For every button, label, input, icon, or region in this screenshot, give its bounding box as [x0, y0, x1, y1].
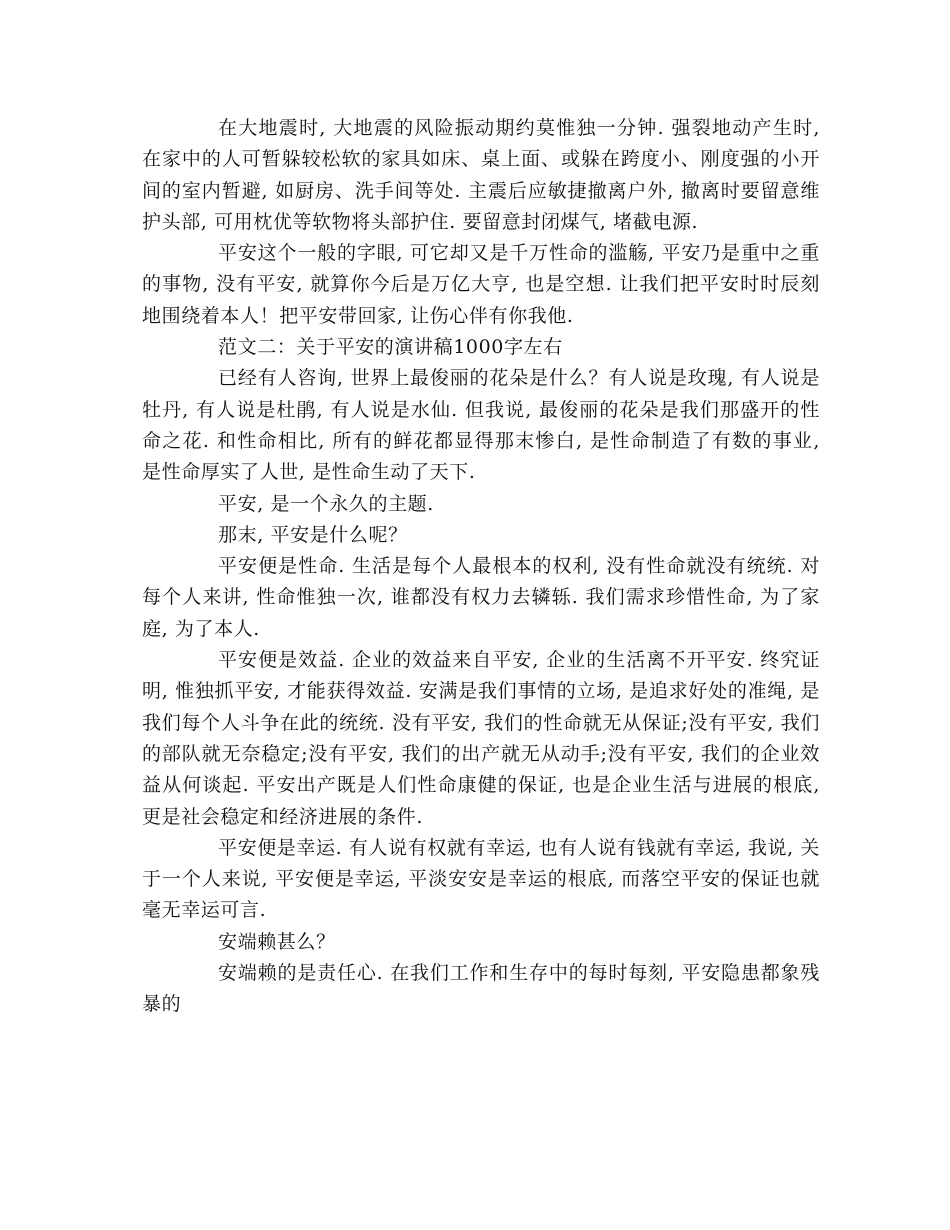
paragraph-depends-question: 安端赖甚么？ — [218, 930, 336, 953]
paragraph-question: 那末, 平安是什么呢？ — [218, 523, 408, 546]
paragraph-earthquake: 在大地震时, 大地震的风险振动期约莫惟独一分钟. 强裂地动产生时, 在家中的人可暂躲较松软的家具如床、桌上面、或躲在跨度小、刚度强的小开间的室内暂避, 如厨房、洗手间等处. 主震后应敏捷撤离户外, 撤离时要留意维护头部, 可用枕优等软物将头部护住. 要留意封闭煤气, 堵截电源. — [142, 117, 820, 233]
paragraph-theme: 平安, 是一个永久的主题. — [218, 492, 434, 515]
section-heading: 范文二：关于平安的演讲稿1000字左右 — [218, 336, 563, 359]
paragraph-flower: 已经有人咨询, 世界上最俊丽的花朵是什么？有人说是玫瑰, 有人说是牡丹, 有人说是杜鹃, 有人说是水仙. 但我说, 最俊丽的花朵是我们那盛开的性命之花. 和性命相比, 所有的鲜花都显得那末惨白, 是性命制造了有数的事业, 是性命厚实了人世, 是性命生动了天下. — [142, 367, 820, 484]
paragraph-safety-word: 平安这个一般的字眼, 可它却又是千万性命的滥觞, 平安乃是重中之重的事物, 没有平安, 就算你今后是万亿大亨, 也是空想. 让我们把平安时时辰刻地围绕着本人！把平安带回家, 让伤心伴有你我他. — [142, 242, 820, 327]
paragraph-happiness: 平安便是幸运. 有人说有权就有幸运, 也有人说有钱就有幸运, 我说, 关于一个人来说, 平安便是幸运, 平淡安安是幸运的根底, 而落空平安的保证也就毫无幸运可言. — [142, 836, 820, 922]
document-body — [142, 113, 820, 1021]
paragraph-responsibility: 安端赖的是责任心. 在我们工作和生存中的每时每刻, 平安隐患都象残暴的 — [142, 962, 820, 1016]
paragraph-life: 平安便是性命. 生活是每个人最根本的权利, 没有性命就没有统统. 对每个人来讲, 性命惟独一次, 谁都没有权力去辚轹. 我们需求珍惜性命, 为了家庭, 为了本人. — [142, 555, 820, 640]
paragraph-benefit: 平安便是效益. 企业的效益来自平安, 企业的生活离不开平安. 终究证明, 惟独抓平安, 才能获得效益. 安满是我们事情的立场, 是追求好处的准绳, 是我们每个人斗争在此的统统. 没有平安, 我们的性命就无从保证;没有平安, 我们的部队就无奈稳定;没有平安, 我们的出产就无从动手;没有平安, 我们的企业效益从何谈起. 平安出产既是人们性命康健的保证, 也是企业生活与进展的根底, 更是社会稳定和经济进展的条件. — [142, 649, 820, 828]
